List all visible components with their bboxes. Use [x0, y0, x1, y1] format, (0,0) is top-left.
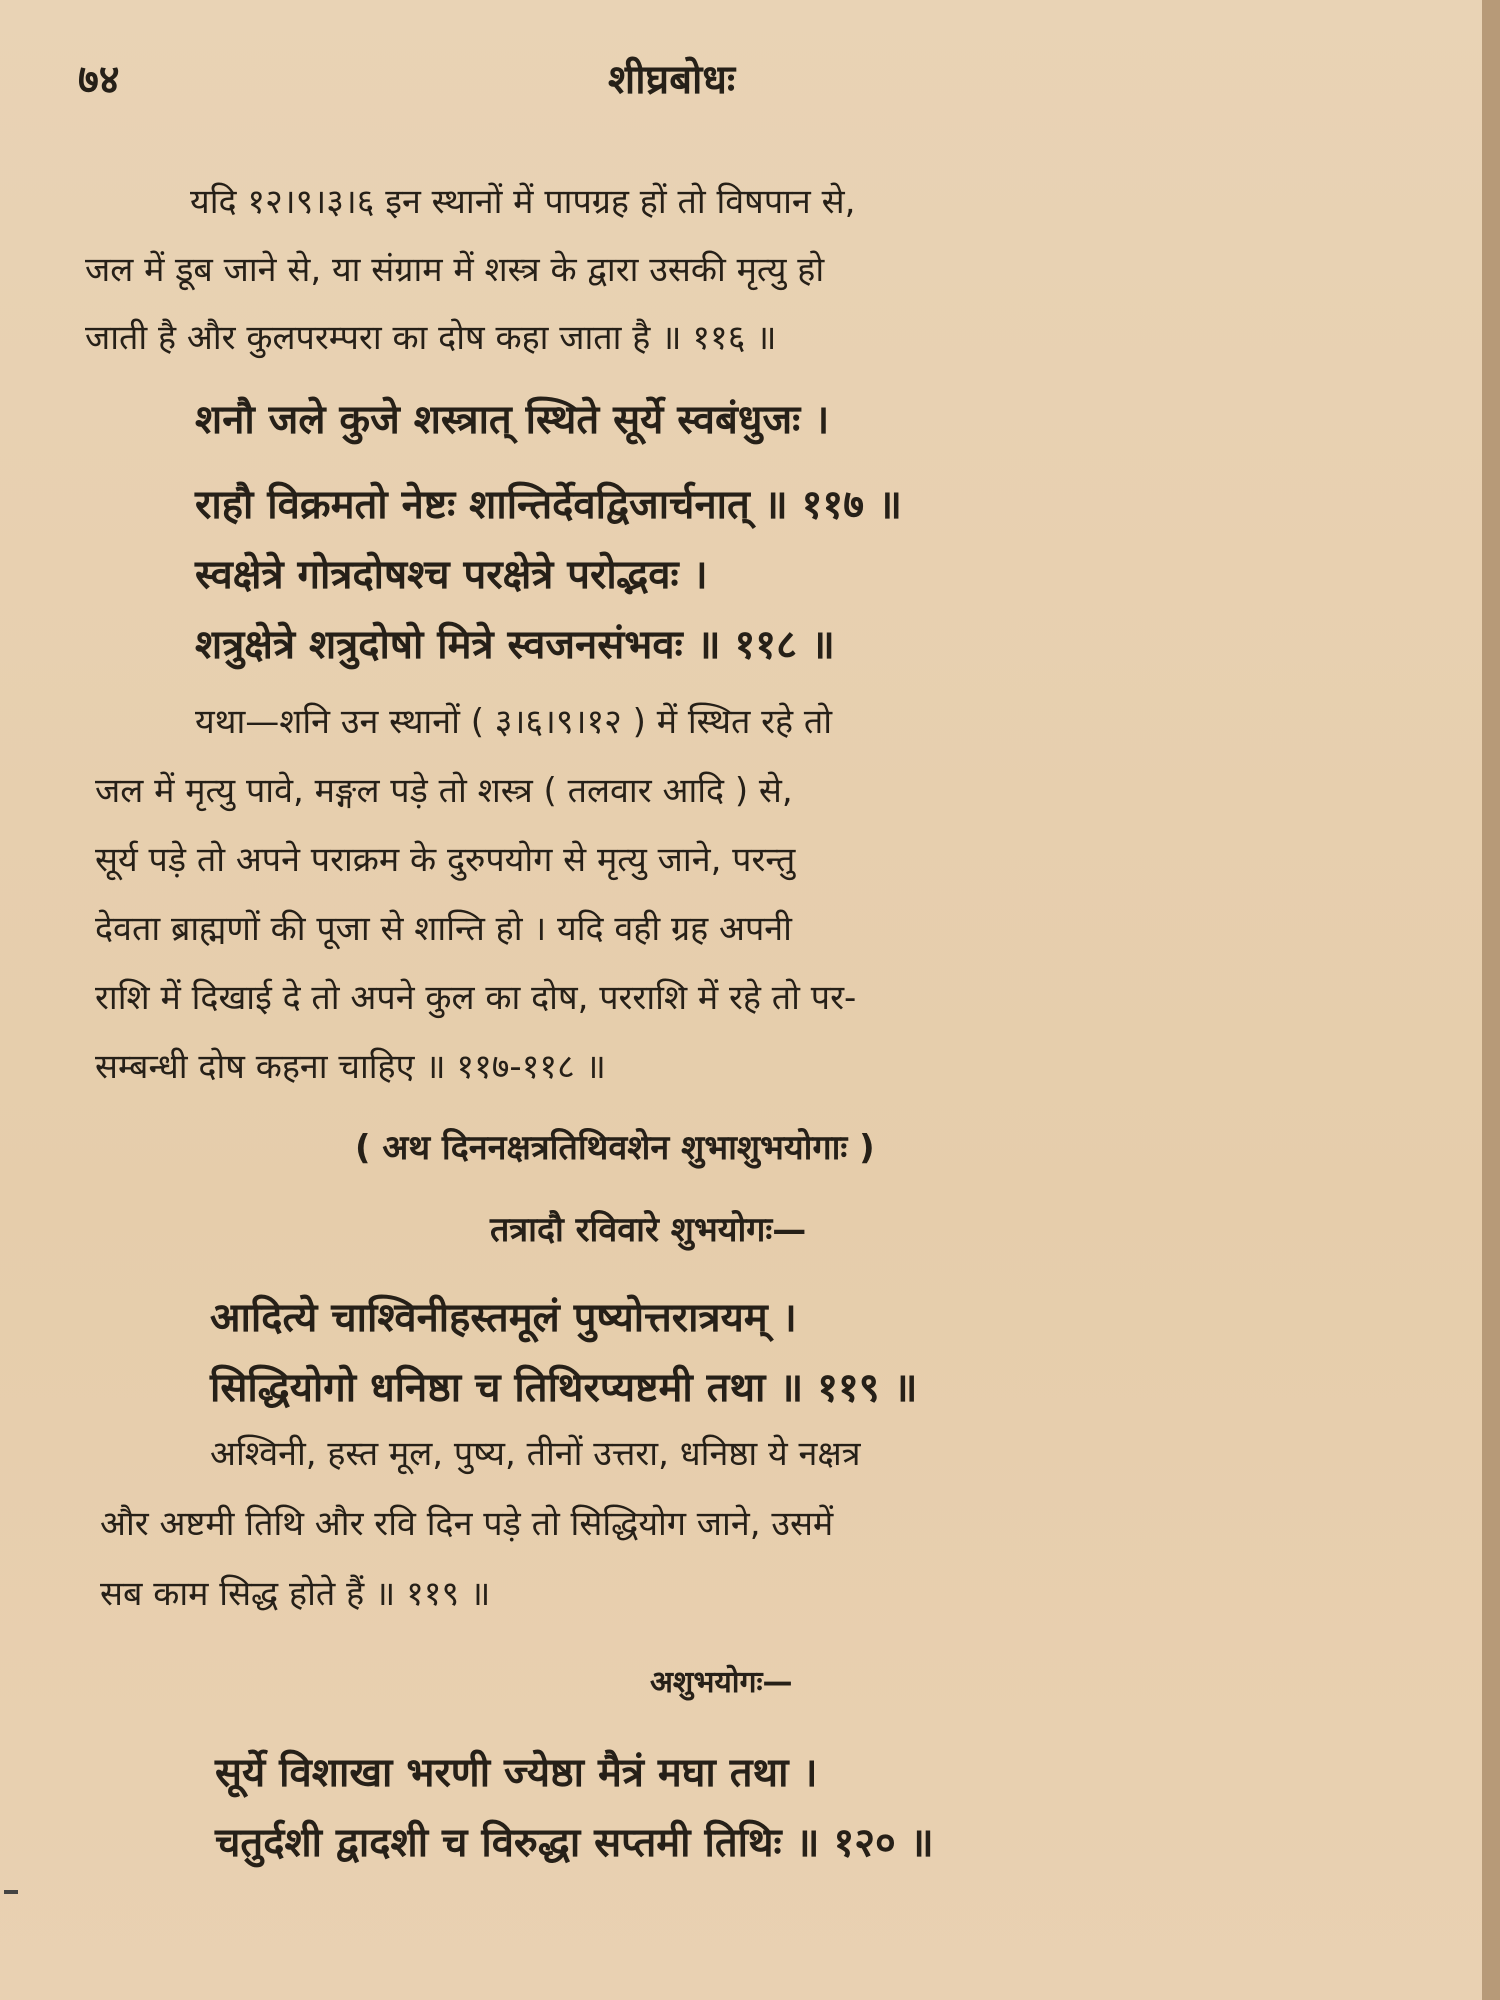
prose-line: सम्बन्धी दोष कहना चाहिए ॥ ११७-११८ ॥ [95, 1047, 606, 1087]
verse-line: सूर्ये विशाखा भरणी ज्येष्ठा मैत्रं मघा तथा । [215, 1749, 818, 1796]
page-number: ७४ [78, 56, 120, 103]
running-title: शीघ्रबोधः [608, 56, 736, 103]
verse-line: आदित्ये चाश्विनीहस्तमूलं पुष्योत्तरात्रयम् । [210, 1294, 797, 1341]
verse-line: चतुर्दशी द्वादशी च विरुद्धा सप्तमी तिथिः ॥ १२० ॥ [215, 1819, 934, 1866]
prose-line: सूर्य पड़े तो अपने पराक्रम के दुरुपयोग से मृत्यु जाने, परन्तु [95, 840, 796, 880]
prose-line: राशि में दिखाई दे तो अपने कुल का दोष, परराशि में रहे तो पर- [95, 978, 857, 1018]
page-edge [1482, 0, 1500, 2000]
prose-line: जल में डूब जाने से, या संग्राम में शस्त्र के द्वारा उसकी मृत्यु हो [85, 250, 825, 290]
verse-line: शत्रुक्षेत्रे शत्रुदोषो मित्रे स्वजनसंभवः ॥ ११८ ॥ [195, 621, 835, 668]
prose-line: जल में मृत्यु पावे, मङ्गल पड़े तो शस्त्र ( तलवार आदि ) से, [95, 771, 793, 811]
verse-line: राहौ विक्रमतो नेष्टः शान्तिर्देवद्विजार्चनात् ॥ ११७ ॥ [195, 481, 902, 528]
subheading-inauspicious: अशुभयोगः— [650, 1665, 793, 1700]
prose-line: सब काम सिद्ध होते हैं ॥ ११९ ॥ [100, 1574, 491, 1614]
prose-line: यथा—शनि उन स्थानों ( ३।६।९।१२ ) में स्थित रहे तो [195, 702, 833, 742]
verse-line: शनौ जले कुजे शस्त्रात् स्थिते सूर्ये स्वबंधुजः । [195, 396, 830, 443]
margin-mark [4, 1890, 18, 1894]
subheading-auspicious: तत्रादौ रविवारे शुभयोगः— [490, 1210, 807, 1250]
prose-line: यदि १२।९।३।६ इन स्थानों में पापग्रह हों तो विषपान से, [190, 182, 856, 222]
prose-line: अश्विनी, हस्त मूल, पुष्य, तीनों उत्तरा, धनिष्ठा ये नक्षत्र [210, 1434, 861, 1474]
verse-line: सिद्धियोगो धनिष्ठा च तिथिरप्यष्टमी तथा ॥ ११९ ॥ [210, 1364, 918, 1411]
prose-line: देवता ब्राह्मणों की पूजा से शान्ति हो । यदि वही ग्रह अपनी [95, 909, 792, 949]
section-heading: ( अथ दिननक्षत्रतिथिवशेन शुभाशुभयोगाः ) [355, 1128, 875, 1168]
prose-line: जाती है और कुलपरम्परा का दोष कहा जाता है ॥ ११६ ॥ [85, 318, 777, 358]
verse-line: स्वक्षेत्रे गोत्रदोषश्च परक्षेत्रे परोद्भवः । [195, 551, 708, 598]
prose-line: और अष्टमी तिथि और रवि दिन पड़े तो सिद्धियोग जाने, उसमें [100, 1504, 834, 1544]
